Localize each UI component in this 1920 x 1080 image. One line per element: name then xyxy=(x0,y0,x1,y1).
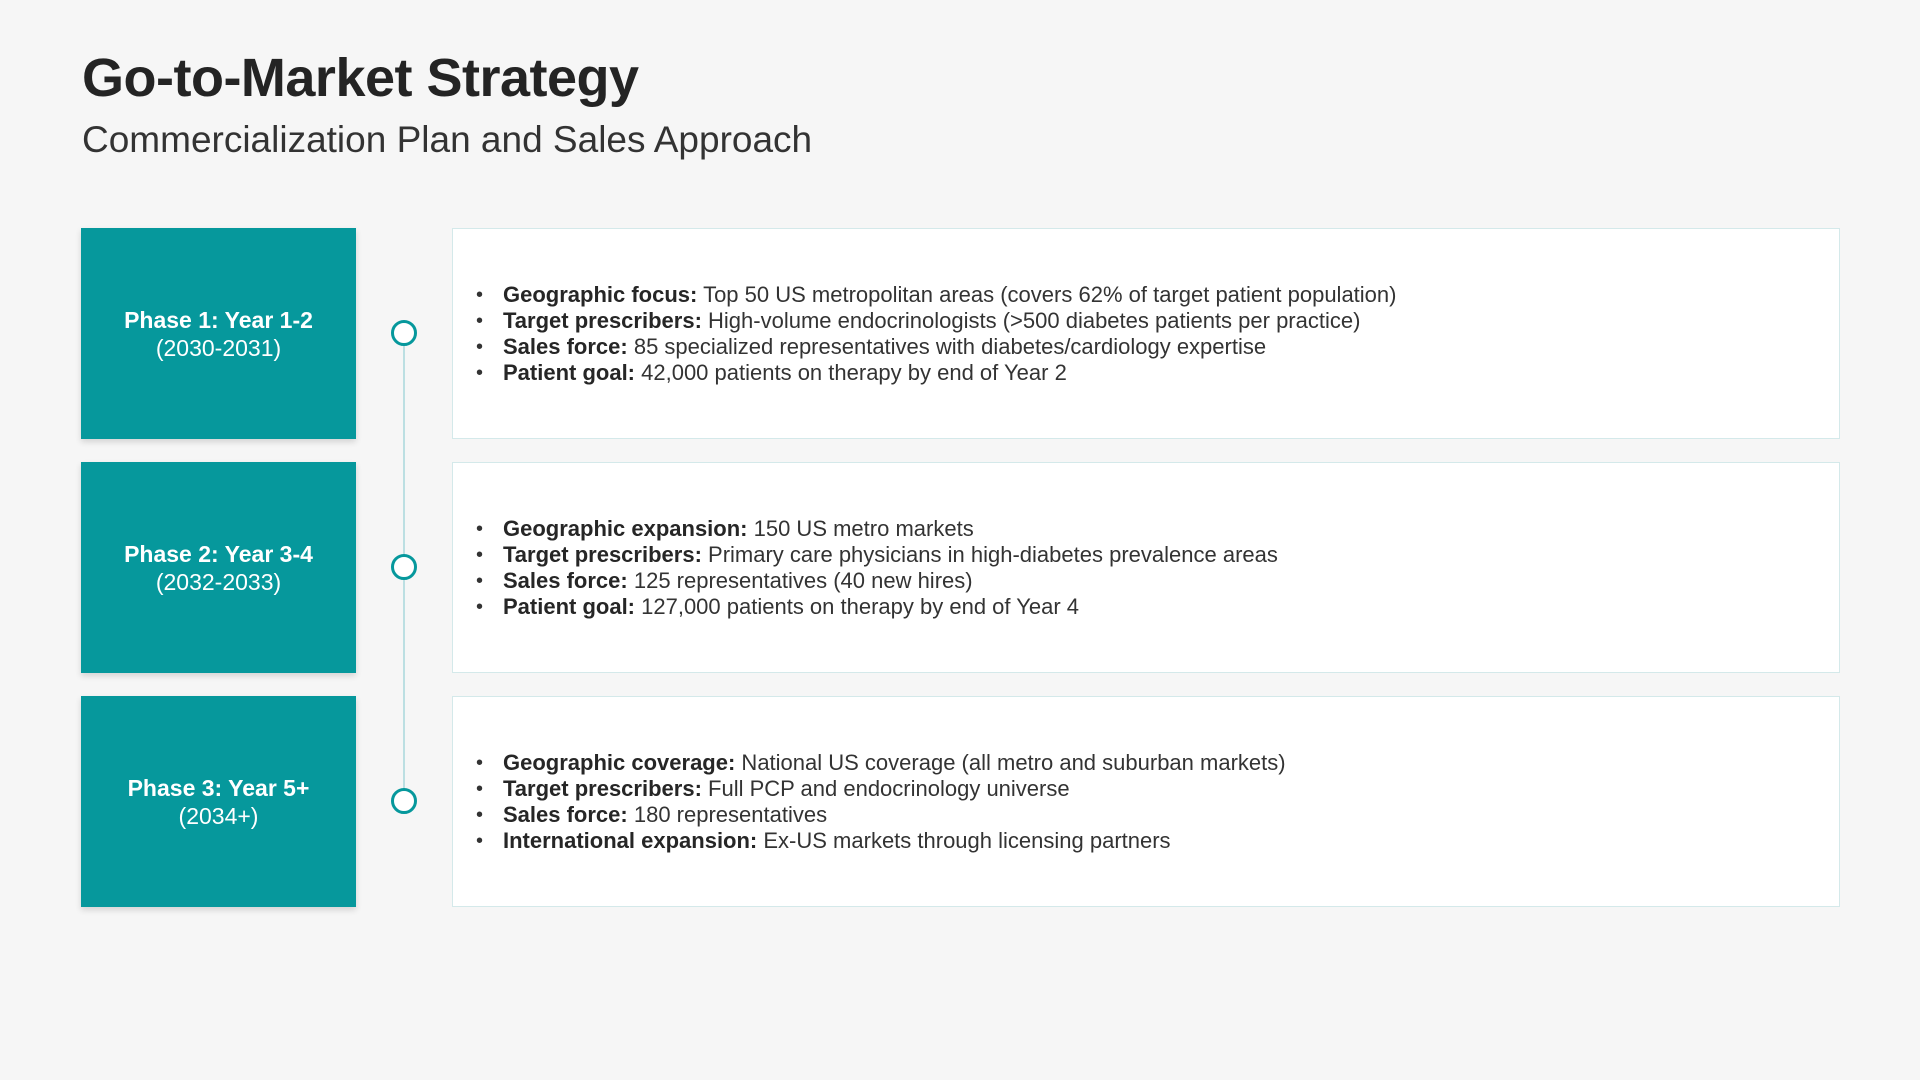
list-item xyxy=(503,282,1396,308)
item-text: 150 US metro markets xyxy=(747,515,974,541)
list-item xyxy=(503,360,1396,386)
item-label: Sales force: xyxy=(503,801,628,827)
list-item xyxy=(503,776,1286,802)
list-item xyxy=(503,568,1278,594)
timeline-node-icon xyxy=(391,320,417,346)
list-item xyxy=(503,516,1278,542)
item-label: Patient goal: xyxy=(503,593,636,619)
phase-row-3 xyxy=(81,696,1840,907)
phase-box xyxy=(81,228,356,439)
phase-name: Phase 3: Year 5+ xyxy=(127,774,310,801)
item-label: International expansion: xyxy=(503,827,758,853)
list-item xyxy=(503,542,1278,568)
item-text: Primary care physicians in high-diabetes prevalence areas xyxy=(701,541,1278,567)
phase-details-list xyxy=(453,516,1278,620)
item-text: High-volume endocrinologists (>500 diabetes patients per practice) xyxy=(701,307,1361,333)
item-label: Geographic coverage: xyxy=(503,749,736,775)
item-label: Target prescribers: xyxy=(503,541,702,567)
timeline-node-icon xyxy=(391,788,417,814)
item-text: 127,000 patients on therapy by end of Year 4 xyxy=(635,593,1080,619)
page-title: Go-to-Market Strategy xyxy=(82,48,639,108)
item-label: Patient goal: xyxy=(503,359,636,385)
item-label: Target prescribers: xyxy=(503,307,702,333)
item-label: Geographic expansion: xyxy=(503,515,748,541)
timeline-node-icon xyxy=(391,554,417,580)
phase-details-card xyxy=(452,696,1840,907)
list-item xyxy=(503,802,1286,828)
phase-row-1 xyxy=(81,228,1840,439)
phase-details-list xyxy=(453,282,1396,386)
list-item xyxy=(503,750,1286,776)
item-text: 42,000 patients on therapy by end of Year 2 xyxy=(635,359,1067,385)
phase-years: (2032-2033) xyxy=(155,568,282,595)
item-text: 180 representatives xyxy=(627,801,828,827)
list-item xyxy=(503,828,1286,854)
item-text: 85 specialized representatives with diabetes/cardiology expertise xyxy=(627,333,1267,359)
item-label: Geographic focus: xyxy=(503,281,698,307)
phase-row-2 xyxy=(81,462,1840,673)
list-item xyxy=(503,334,1396,360)
item-text: Ex-US markets through licensing partners xyxy=(757,827,1171,853)
list-item xyxy=(503,594,1278,620)
phase-years: (2030-2031) xyxy=(155,334,282,361)
item-label: Sales force: xyxy=(503,567,628,593)
item-label: Sales force: xyxy=(503,333,628,359)
item-text: National US coverage (all metro and suburban markets) xyxy=(735,749,1286,775)
phase-details-card xyxy=(452,228,1840,439)
item-text: 125 representatives (40 new hires) xyxy=(627,567,973,593)
phase-details-list xyxy=(453,750,1286,854)
item-label: Target prescribers: xyxy=(503,775,702,801)
phase-box xyxy=(81,462,356,673)
phase-name: Phase 1: Year 1-2 xyxy=(124,306,313,333)
item-text: Full PCP and endocrinology universe xyxy=(701,775,1070,801)
item-text: Top 50 US metropolitan areas (covers 62% of target patient population) xyxy=(697,281,1397,307)
phase-details-card xyxy=(452,462,1840,673)
phase-box xyxy=(81,696,356,907)
list-item xyxy=(503,308,1396,334)
phase-years: (2034+) xyxy=(178,802,259,829)
page-subtitle: Commercialization Plan and Sales Approach xyxy=(82,119,813,160)
phase-name: Phase 2: Year 3-4 xyxy=(124,540,313,567)
